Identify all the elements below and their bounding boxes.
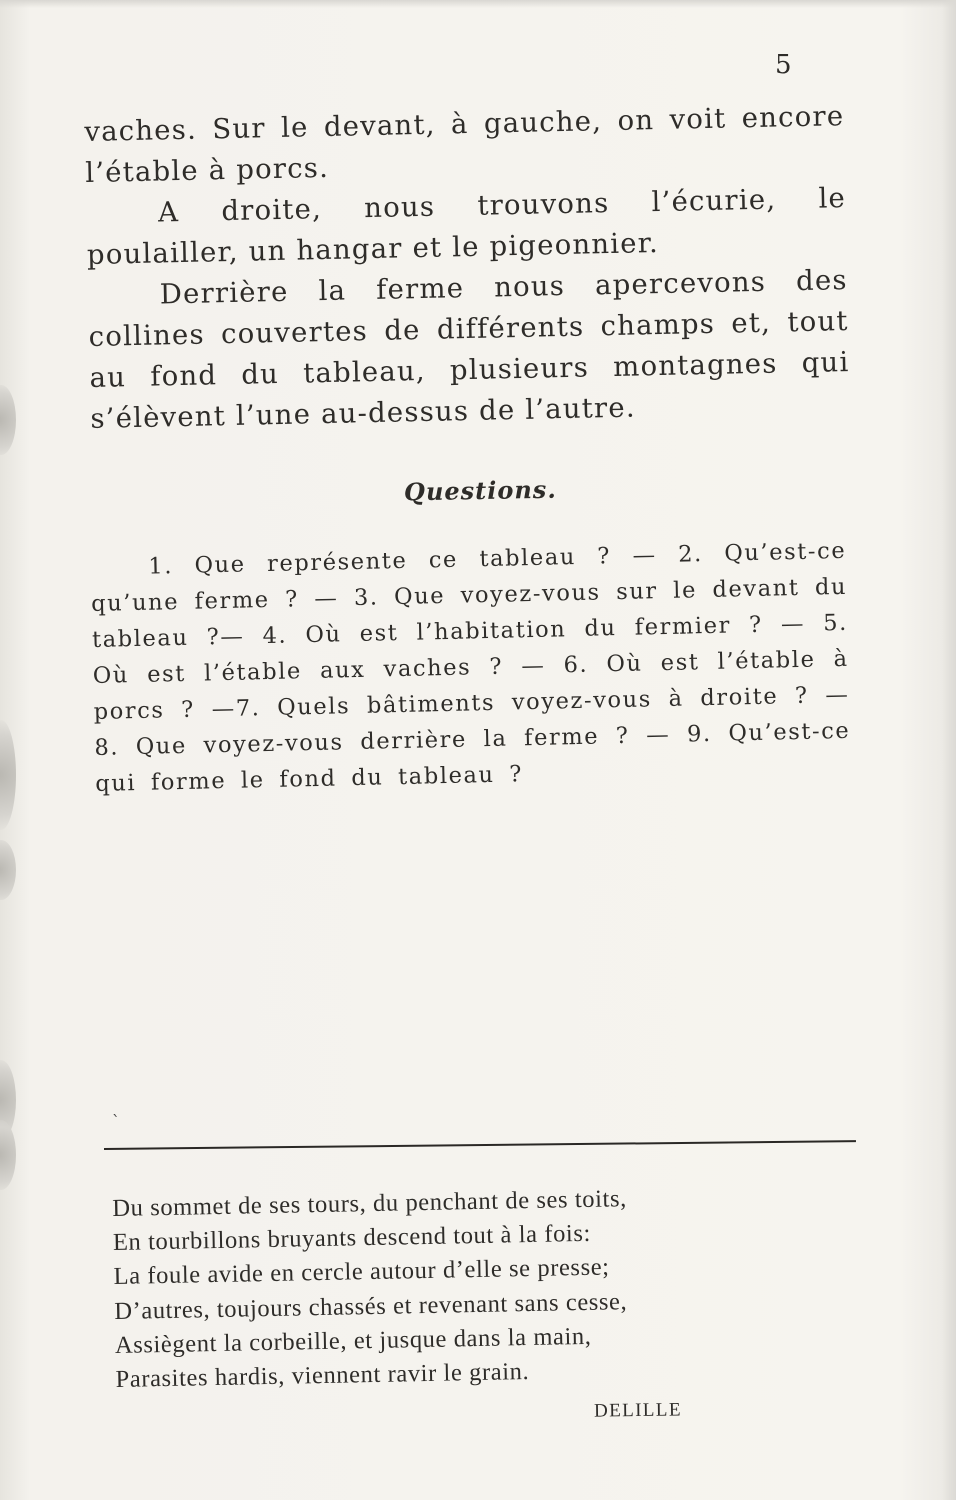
- poem-author: DELILLE: [593, 1399, 683, 1422]
- page-top-edge: [0, 0, 956, 8]
- prose-paragraph: Derrière la ferme nous apercevons des collines couvertes de différents champs et, tout au fond du tableau, plusieurs montagnes qui s’élèvent l’une au-dessus de l’autre.: [88, 264, 850, 435]
- prose-paragraph: vaches. Sur le devant, à gauche, on voit encore l’étable à porcs.: [84, 100, 845, 189]
- poem-line: En tourbillons bruyants descend tout à la fois:: [112, 1220, 592, 1257]
- binding-hole: [0, 385, 16, 455]
- poem-line: D’autres, toujours chassés et revenant sans cesse,: [114, 1287, 628, 1325]
- poem-line: La foule avide en cercle autour d’elle se presse;: [113, 1253, 610, 1291]
- questions-list: [90, 533, 852, 802]
- poem: [112, 1179, 796, 1397]
- poem-line: Parasites hardis, viennent ravir le grain.: [115, 1358, 530, 1393]
- questions-paragraph: 1. Que représente ce tableau ? — 2. Qu’est-ce qu’une ferme ? — 3. Que voyez-vous sur le devant du tableau ?— 4. Où est l’habitation du fermier ? — 5. Où est l’étable aux vaches ? — 6. Où est l’étable à porcs ? —7. Quels bâtiments voyez-vous à droite ? — 8. Que voyez-vous derrière la ferme ? — 9. Qu’est-ce qui forme le fond du tableau ?: [90, 537, 851, 797]
- stray-mark: ˋ: [112, 1112, 120, 1131]
- divider-rule: [104, 1140, 856, 1150]
- binding-hole: [0, 1120, 16, 1190]
- prose-paragraph: A droite, nous trouvons l’écurie, le poulailler, un hangar et le pigeonnier.: [86, 182, 847, 271]
- questions-heading: Questions.: [403, 474, 557, 507]
- poem-line: Du sommet de ses tours, du penchant de ses toits,: [112, 1185, 628, 1222]
- page-number: 5: [775, 50, 793, 80]
- poem-line: Assiègent la corbeille, et jusque dans la main,: [114, 1322, 592, 1359]
- prose-text: [84, 96, 851, 440]
- binding-hole: [0, 720, 16, 830]
- binding-hole: [0, 840, 16, 900]
- page-right-edge: [942, 0, 956, 1500]
